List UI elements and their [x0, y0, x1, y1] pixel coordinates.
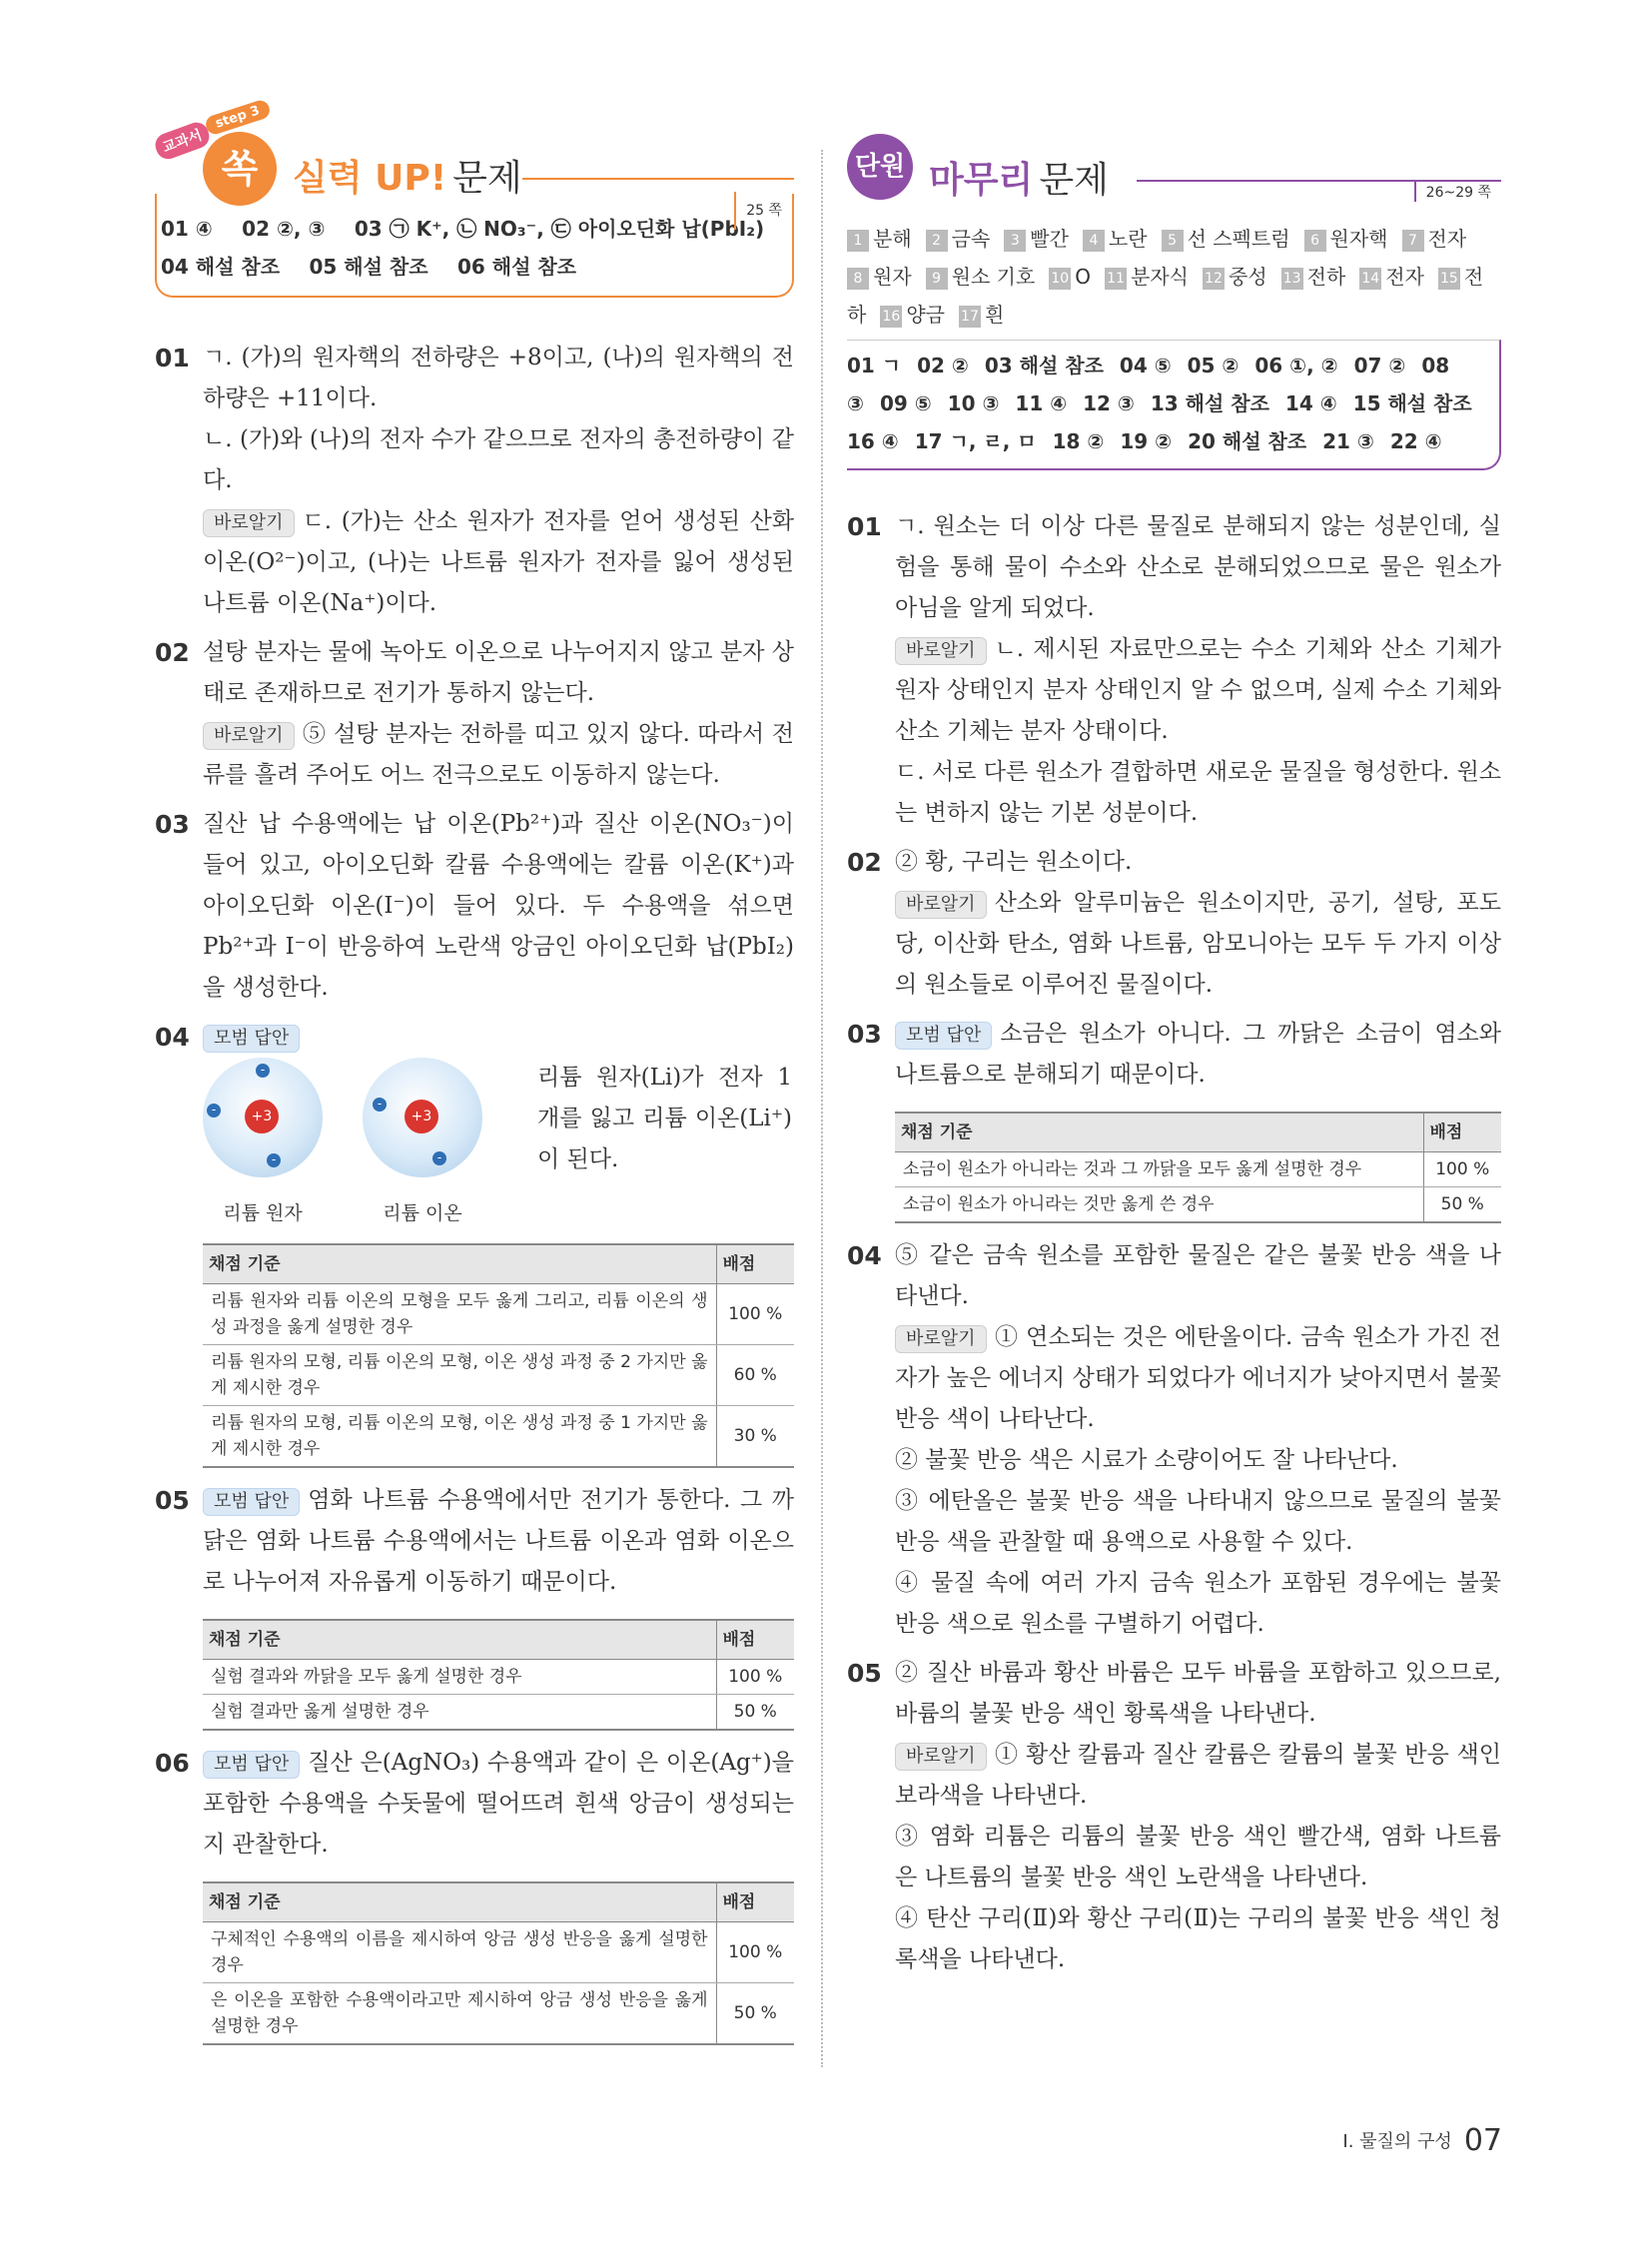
electron-icon: - [256, 1064, 270, 1078]
solution-text: 바로알기 ⑤ 설탕 분자는 전하를 띠고 있지 않다. 따라서 전류를 흘려 주어도 어느 전극으로도 이동하지 않는다. [203, 721, 794, 788]
left-column [155, 103, 794, 2057]
solution-02 [155, 632, 794, 796]
solution-text: ㄱ. (가)의 원자핵의 전하량은 +8이고, (나)의 원자핵의 전하량은 +11이다. [203, 345, 794, 411]
nucleus: +3 [245, 1100, 279, 1133]
keyword-item: 6 원자핵 [1304, 227, 1388, 251]
table-row: 구체적인 수용액의 이름을 제시하여 앙금 생성 반응을 옳게 설명한 경우 100 % [203, 1922, 794, 1983]
keyword-item: 10 O [1049, 265, 1091, 289]
keyword-item: 15 전하 [847, 265, 1484, 327]
right-column [847, 130, 1501, 1988]
solution-text: ④ 탄산 구리(Ⅱ)와 황산 구리(Ⅱ)는 구리의 불꽃 반응 색인 청록색을 나타낸다. [895, 1905, 1501, 1972]
solution-text: 모범 답안 질산 은(AgNO₃) 수용액과 같이 은 이온(Ag⁺)을 포함한 수용액을 수돗물에 떨어뜨려 흰색 앙금이 생성되는지 관찰한다. [203, 1750, 794, 1858]
item-number: 03 [155, 810, 190, 839]
model-answer-tag: 모범 답안 [895, 1022, 992, 1050]
answer-item: 09 ⑤ [879, 391, 932, 415]
keyword-number: 6 [1304, 230, 1326, 252]
check-tag: 바로알기 [203, 722, 295, 750]
answer-item: 11 ④ [1015, 391, 1068, 415]
item-number: 04 [847, 1241, 882, 1270]
item-number: 01 [847, 512, 882, 541]
solution-text: 질산 납 수용액에는 납 이온(Pb²⁺)과 질산 이온(NO₃⁻)이 들어 있고, 아이오딘화 칼륨 수용액에는 칼륨 이온(K⁺)과 아이오딘화 이온(I⁻)이 들어 있다. 두 수용액을 섞으면 Pb²⁺과 I⁻이 반응하여 노란색 앙금인 아이오딘화 납(PbI₂)을 생성한다. [203, 811, 794, 1001]
solution-text: 바로알기 ㄴ. 제시된 자료만으로는 수소 기체와 산소 기체가 원자 상태인지 분자 상태인지 알 수 없으며, 실제 수소 기체와 산소 기체는 분자 상태이다. [895, 636, 1501, 744]
section-title: 마무리 문제 [929, 160, 1109, 201]
page-ref: 25 쪽 [734, 192, 782, 230]
keyword-number: 12 [1203, 268, 1225, 290]
page-number: 07 [1463, 2123, 1502, 2158]
scoring-table [203, 1243, 794, 1468]
score-header: 배점 [716, 1244, 794, 1284]
item-number: 02 [847, 848, 882, 877]
keyword-item: 5 선 스펙트럼 [1162, 227, 1290, 251]
solution-text: ㄱ. 원소는 더 이상 다른 물질로 분해되지 않는 성분인데, 실험을 통해 물이 수소와 산소로 분해되었으므로 물은 원소가 아님을 알게 되었다. [895, 513, 1501, 621]
solution-r01 [847, 506, 1501, 834]
item-number: 03 [847, 1020, 882, 1049]
keyword-number: 11 [1105, 268, 1127, 290]
keyword-item: 2 금속 [926, 227, 991, 251]
solution-text: 모범 답안 염화 나트륨 수용액에서만 전기가 통한다. 그 까닭은 염화 나트륨 수용액에서는 나트륨 이온과 염화 이온으로 나누어져 자유롭게 이동하기 때문이다. [203, 1487, 794, 1595]
electron-icon: - [267, 1153, 281, 1167]
check-tag: 바로알기 [895, 1743, 987, 1771]
answer-item: 01 ㄱ [847, 354, 902, 377]
scoring-table: 채점 기준 배점 실험 결과와 까닭을 모두 옳게 설명한 경우 100 % 실험 결과만 옳게 설명한 경우 50 % [203, 1619, 794, 1731]
check-tag: 바로알기 [895, 637, 987, 665]
atom-explanation: 리튬 원자(Li)가 전자 1 개를 잃고 리튬 이온(Li⁺)이 된다. [537, 1065, 792, 1172]
page-footer [1342, 2123, 1502, 2158]
keyword-item: 3 빨간 [1004, 227, 1069, 251]
keyword-number: 7 [1402, 230, 1424, 252]
footer-section: Ⅰ. 물질의 구성 [1342, 2131, 1452, 2152]
solution-r03 [847, 1014, 1501, 1223]
solution-01 [155, 338, 794, 624]
solution-text: ③ 염화 리튬은 리튬의 불꽃 반응 색인 빨간색, 염화 나트륨은 나트륨의 불꽃 반응 색인 노란색을 나타낸다. [895, 1824, 1501, 1890]
item-number: 01 [155, 344, 190, 373]
keyword-list [847, 220, 1501, 340]
answer-row: 04 해설 참조 05 해설 참조 06 해설 참조 [161, 255, 577, 279]
solution-text: 모범 답안 소금은 원소가 아니다. 그 까닭은 소금이 염소와 나트륨으로 분해되기 때문이다. [895, 1021, 1501, 1088]
item-number: 04 [155, 1023, 190, 1052]
check-tag: 바로알기 [895, 1325, 987, 1353]
solution-text: 바로알기 산소와 알루미늄은 원소이지만, 공기, 설탕, 포도당, 이산화 탄소, 염화 나트륨, 암모니아는 모두 두 가지 이상의 원소들로 이루어진 물질이다. [895, 890, 1501, 998]
model-answer-tag: 모범 답안 [203, 1488, 300, 1516]
item-number: 02 [155, 638, 190, 667]
answer-item: 06 ①, ② [1254, 354, 1338, 377]
answer-item: 21 ③ [1322, 429, 1374, 453]
table-row: 리튬 원자의 모형, 리튬 이온의 모형, 이온 생성 과정 중 1 가지만 옳게 제시한 경우 30 % [203, 1406, 794, 1468]
section-title: 실력 UP! 문제 [293, 158, 522, 199]
solution-text: 설탕 분자는 물에 녹아도 이온으로 나누어지지 않고 분자 상태로 존재하므로 전기가 통하지 않는다. [203, 639, 794, 706]
solution-text: ㄴ. (가)와 (나)의 전자 수가 같으므로 전자의 총전하량이 같다. [203, 426, 794, 493]
keyword-item: 16 양금 [880, 303, 945, 327]
scoring-table: 채점 기준 배점 소금이 원소가 아니라는 것과 그 까닭을 모두 옳게 설명한 경우 100 % 소금이 원소가 아니라는 것만 옳게 쓴 경우 50 % [895, 1112, 1501, 1223]
answer-item: 02 ② [917, 354, 969, 377]
atom-diagram [203, 1058, 794, 1227]
solution-text: ㄷ. 서로 다른 원소가 결합하면 새로운 물질을 형성한다. 원소는 변하지 않는 기본 성분이다. [895, 759, 1501, 826]
section-circle: 쏙 [203, 132, 277, 206]
table-row: 실험 결과와 까닭을 모두 옳게 설명한 경우 100 % [203, 1660, 794, 1695]
answer-item: 22 ④ [1389, 429, 1442, 453]
keyword-number: 14 [1359, 268, 1381, 290]
keyword-number: 13 [1281, 268, 1303, 290]
answer-item: 05 ② [1187, 354, 1239, 377]
criteria-header: 채점 기준 [203, 1244, 716, 1284]
table-row: 실험 결과만 옳게 설명한 경우 50 % [203, 1695, 794, 1731]
keyword-item: 1 분해 [847, 227, 912, 251]
keyword-number: 10 [1049, 268, 1071, 290]
keyword-number: 1 [847, 230, 869, 252]
answer-item: 10 ③ [947, 391, 1000, 415]
keyword-item: 9 원소 기호 [926, 265, 1036, 289]
solution-text: ④ 물질 속에 여러 가지 금속 원소가 포함된 경우에는 불꽃 반응 색으로 원소를 구별하기 어렵다. [895, 1570, 1501, 1637]
solution-text: ② 황, 구리는 원소이다. [895, 849, 1133, 875]
answer-item: 07 ② [1353, 354, 1406, 377]
keyword-number: 4 [1083, 230, 1105, 252]
model-answer-tag: 모범 답안 [203, 1751, 300, 1779]
keyword-item: 17 흰 [959, 303, 1004, 327]
textbook-badge: 교과서 [152, 119, 212, 162]
step-badge: step 3 [204, 98, 272, 136]
check-tag: 바로알기 [203, 509, 295, 537]
answer-key-box [847, 340, 1501, 470]
solution-text: ② 불꽃 반응 색은 시료가 소량이어도 잘 나타난다. [895, 1447, 1398, 1473]
answer-item: 14 ④ [1284, 391, 1337, 415]
table-row: 소금이 원소가 아니라는 것과 그 까닭을 모두 옳게 설명한 경우 100 % [895, 1152, 1501, 1187]
answer-item: 17 ㄱ, ㄹ, ㅁ [914, 429, 1037, 453]
table-row: 리튬 원자의 모형, 리튬 이온의 모형, 이온 생성 과정 중 2 가지만 옳게 제시한 경우 60 % [203, 1345, 794, 1406]
solution-05 [155, 1480, 794, 1731]
table-row: 은 이온을 포함한 수용액이라고만 제시하여 앙금 생성 반응을 옳게 설명한 경우 50 % [203, 1983, 794, 2045]
lithium-ion-model [363, 1058, 482, 1177]
keyword-item: 7 전자 [1402, 227, 1467, 251]
solution-text: 바로알기 ㄷ. (가)는 산소 원자가 전자를 얻어 생성된 산화 이온(O²⁻)이고, (나)는 나트륨 원자가 전자를 잃어 생성된 나트륨 이온(Na⁺)이다. [203, 508, 794, 616]
solution-r05 [847, 1653, 1501, 1980]
answer-item: 03 해설 참조 [984, 354, 1104, 377]
solution-r02 [847, 842, 1501, 1006]
answer-key-box [155, 194, 794, 298]
answer-item: 12 ③ [1083, 391, 1135, 415]
lithium-atom-model [203, 1058, 323, 1177]
atom-caption: 리튬 이온 [383, 1202, 462, 1224]
answer-item: 04 ⑤ [1119, 354, 1172, 377]
solution-r04 [847, 1235, 1501, 1645]
keyword-number: 9 [926, 268, 948, 290]
electron-icon: - [207, 1104, 221, 1118]
table-row: 소금이 원소가 아니라는 것만 옳게 쓴 경우 50 % [895, 1187, 1501, 1223]
keyword-number: 2 [926, 230, 948, 252]
keyword-item: 8 원자 [847, 265, 912, 289]
electron-icon: - [373, 1098, 387, 1112]
unit-circle: 단원 [847, 134, 913, 200]
atom-caption: 리튬 원자 [223, 1202, 303, 1224]
keyword-number: 15 [1438, 268, 1460, 290]
answer-item: 19 ② [1120, 429, 1173, 453]
solution-03 [155, 804, 794, 1009]
answer-item: 18 ② [1052, 429, 1105, 453]
answer-row: 01 ④ 02 ②, ③ 03 ㉠ K⁺, ㉡ NO₃⁻, ㉢ 아이오딘화 납(PbI₂) [161, 217, 765, 241]
solution-text: ② 질산 바륨과 황산 바륨은 모두 바륨을 포함하고 있으므로, 바륨의 불꽃 반응 색인 황록색을 나타낸다. [895, 1660, 1501, 1727]
right-header [847, 130, 1501, 220]
answer-item: 13 해설 참조 [1150, 391, 1269, 415]
column-divider [821, 150, 823, 2067]
solution-text: ⑤ 같은 금속 원소를 포함한 물질은 같은 불꽃 반응 색을 나타낸다. [895, 1242, 1501, 1309]
table-row: 리튬 원자와 리튬 이온의 모형을 모두 옳게 그리고, 리튬 이온의 생성 과정을 옳게 설명한 경우 100 % [203, 1284, 794, 1345]
check-tag: 바로알기 [895, 891, 987, 919]
keyword-number: 17 [959, 306, 981, 328]
keyword-item: 4 노란 [1083, 227, 1148, 251]
keyword-number: 16 [880, 306, 902, 328]
solution-06 [155, 1743, 794, 2045]
answer-item: 16 ④ [847, 429, 899, 453]
solution-text: 바로알기 ① 황산 칼륨과 질산 칼륨은 칼륨의 불꽃 반응 색인 보라색을 나타낸다. [895, 1742, 1501, 1809]
keyword-item: 14 전자 [1359, 265, 1424, 289]
keyword-item: 12 중성 [1203, 265, 1267, 289]
header-rule [522, 178, 794, 180]
nucleus: +3 [405, 1100, 438, 1133]
electron-icon: - [432, 1151, 446, 1165]
item-number: 05 [155, 1486, 190, 1515]
solution-04 [155, 1017, 794, 1468]
item-number: 05 [847, 1659, 882, 1688]
solution-text: ③ 에탄올은 불꽃 반응 색을 나타내지 않으므로 물질의 불꽃 반응 색을 관찰할 때 용액으로 사용할 수 있다. [895, 1488, 1501, 1555]
keyword-number: 5 [1162, 230, 1184, 252]
page-ref: 26~29 쪽 [1414, 182, 1491, 202]
answer-item: 08 ③ [847, 354, 1450, 415]
keyword-number: 8 [847, 268, 869, 290]
answer-item: 20 해설 참조 [1188, 429, 1307, 453]
model-answer-tag: 모범 답안 [203, 1025, 300, 1053]
keyword-item: 13 전하 [1281, 265, 1346, 289]
keyword-number: 3 [1004, 230, 1026, 252]
keyword-item: 11 분자식 [1105, 265, 1189, 289]
scoring-table: 채점 기준 배점 구체적인 수용액의 이름을 제시하여 앙금 생성 반응을 옳게 설명한 경우 100 % 은 이온을 포함한 수용액이라고만 제시하여 앙금 생성 반응을 옳게 설명한 경우 50 % [203, 1881, 794, 2045]
answer-item: 15 해설 참조 [1352, 391, 1472, 415]
solution-text: 바로알기 ① 연소되는 것은 에탄올이다. 금속 원소가 가진 전자가 높은 에너지 상태가 되었다가 에너지가 낮아지면서 불꽃 반응 색이 나타난다. [895, 1324, 1501, 1432]
item-number: 06 [155, 1749, 190, 1778]
